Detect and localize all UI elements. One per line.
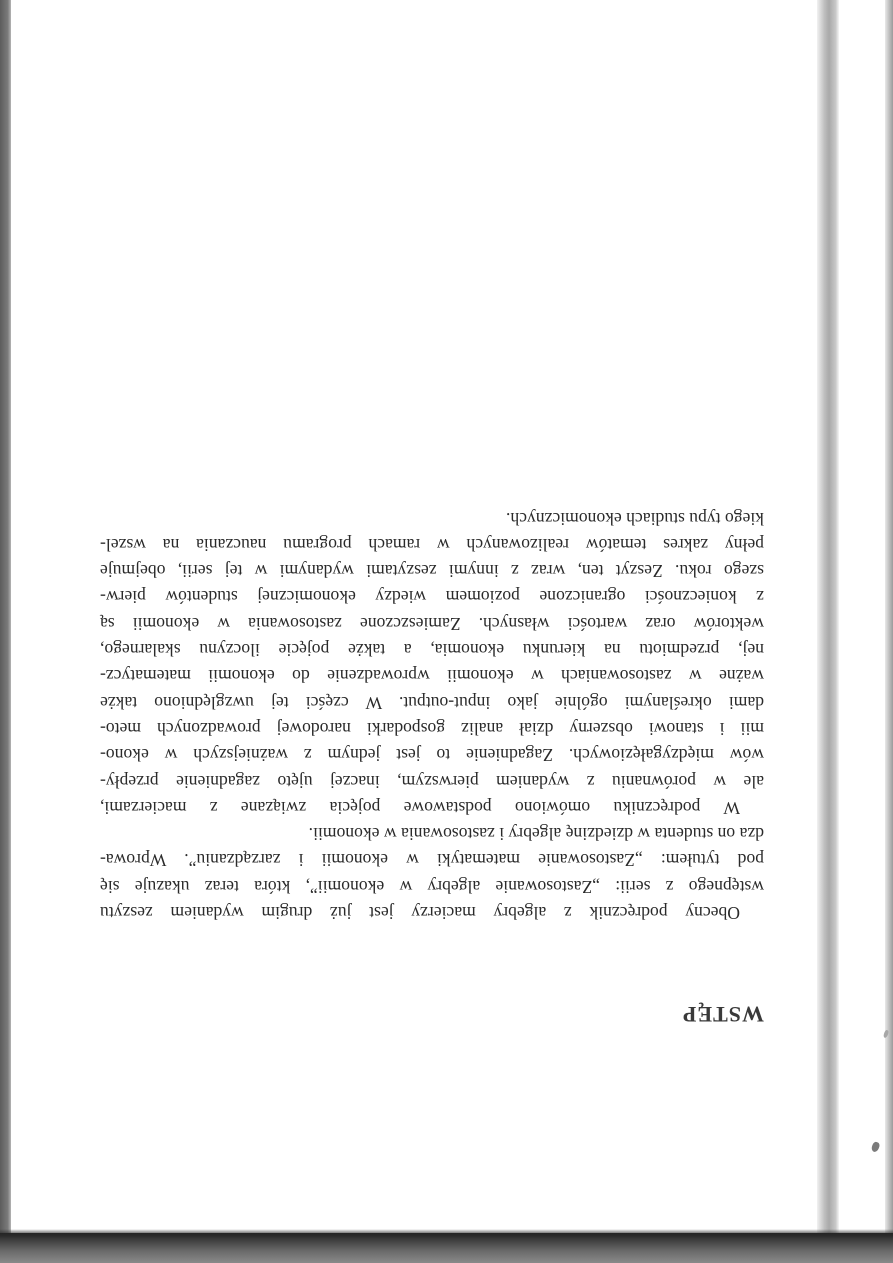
text-line: wstępnego z serii: „Zastosowanie algebry w ekonomii”, która teraz ukazuje się	[100, 876, 764, 897]
section-heading: WSTĘP	[681, 1002, 764, 1027]
text-line: nej, przedmiotu na kierunku ekonomia, a także pojęcie iloczynu skalarnego,	[100, 640, 764, 661]
text-line: W podręczniku omówiono podstawowe pojęcia związane z macierzami,	[100, 797, 740, 818]
text-line: ważne w zastosowaniach w ekonomii wprowadzenie do ekonomii matematycz-	[100, 666, 764, 687]
text-line: pełny zakres tematów realizowanych w ramach programu nauczania na wszel-	[100, 534, 764, 555]
text-line: wektorów oraz wartości własnych. Zamieszczone zastosowania w ekonomii są	[100, 613, 764, 634]
text-line: szego roku. Zeszyt ten, wraz z innymi zeszytami wydanymi w tej serii, obejmuje	[100, 561, 764, 582]
text-line: dza on studenta w dziedzinę algebry i zastosowania w ekonomii.	[308, 824, 764, 845]
text-line: z konieczności ograniczone poziomem wiedzy ekonomicznej studentów pierw-	[100, 587, 764, 608]
text-line: dami określanymi ogólnie jako input-output. W części tej uwzględniono także	[100, 692, 764, 713]
text-line: pod tytułem: „Zastosowanie matematyki w ekonomii i zarządzaniu”. Wprowa-	[100, 850, 764, 871]
text-line: mii i stanowi obszerny dział analiz gospodarki narodowej prowadzonych meto-	[100, 718, 764, 739]
text-line: Obecny podręcznik z algebry macierzy jest już drugim wydaniem zeszytu	[100, 903, 740, 923]
scanner-edge-bottom	[0, 1233, 893, 1263]
text-line: ale w porównaniu z wydaniem pierwszym, inaczej ujęto zagadnienie przepły-	[100, 771, 764, 792]
body-text	[100, 505, 764, 926]
text-line: kiego typu studiach ekonomicznych.	[506, 508, 764, 529]
text-line: wów międzygałęziowych. Zagadnienie to jest jednym z ważniejszych w ekono-	[100, 745, 764, 766]
